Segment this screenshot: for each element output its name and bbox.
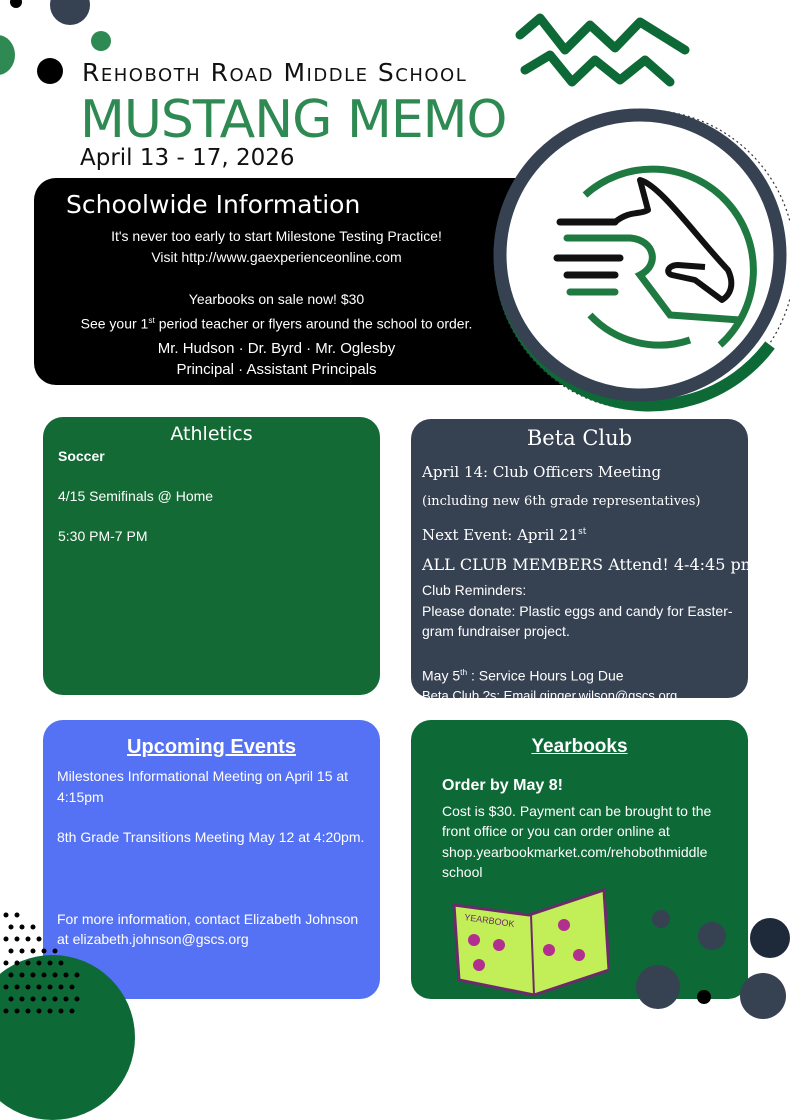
pattern-dot [70, 985, 75, 990]
beta-line: Club Reminders: [422, 582, 527, 598]
pattern-dot [4, 913, 9, 918]
pattern-dot [75, 997, 80, 1002]
order-deadline: Order by May 8! [442, 777, 563, 794]
school-name: Rehoboth Road Middle School [82, 58, 468, 87]
athletics-title: Athletics [170, 423, 253, 445]
beta-contact: Beta Club ?s: Email ginger.wilson@gscs.org [422, 687, 678, 703]
pattern-dot [48, 961, 53, 966]
beta-line: Next Event: April 21st [422, 526, 587, 544]
beta-club-card [411, 419, 756, 703]
pattern-dot [42, 949, 47, 954]
pattern-dot [4, 961, 9, 966]
info-line: Visit http://www.gaexperienceonline.com [151, 249, 402, 265]
mustang-logo [490, 95, 790, 420]
beta-line: May 5th : Service Hours Log Due [422, 666, 624, 684]
pattern-dot [15, 1009, 20, 1014]
zigzag-decoration [510, 10, 700, 95]
contact-info: For more information, contact Elizabeth Johnson at elizabeth.johnson@gscs.org [57, 910, 359, 947]
decor-dot [0, 35, 15, 75]
pattern-dot [31, 925, 36, 930]
info-line: Yearbooks on sale now! $30 [188, 291, 365, 307]
decor-dot [740, 973, 786, 1019]
newsletter-title: MUSTANG MEMO [80, 90, 507, 150]
pattern-dot [48, 1009, 53, 1014]
pattern-dot [15, 937, 20, 942]
beta-line: April 14: Club Officers Meeting [422, 463, 662, 481]
beta-line: Please donate: Plastic eggs and candy for Easter-gram fundraiser project. [422, 602, 733, 639]
dot-pattern [0, 910, 90, 1024]
pattern-dot [64, 997, 69, 1002]
beta-line: (including new 6th grade representatives) [422, 494, 701, 509]
pattern-dot [26, 937, 31, 942]
pattern-dot [48, 985, 53, 990]
pattern-dot [37, 937, 42, 942]
pattern-dot [37, 961, 42, 966]
pattern-dot [4, 937, 9, 942]
decor-dot [698, 922, 726, 950]
pattern-dot [20, 925, 25, 930]
pattern-dot [59, 1009, 64, 1014]
upcoming-title: Upcoming Events [127, 736, 296, 758]
decor-dot [750, 918, 790, 958]
event-item: Milestones Informational Meeting on April 15 at 4:15pm [57, 768, 349, 805]
athletics-card [43, 417, 380, 695]
pattern-dot [53, 997, 58, 1002]
pattern-dot [20, 949, 25, 954]
pattern-dot [37, 985, 42, 990]
decor-dot [50, 0, 90, 25]
pattern-dot [31, 997, 36, 1002]
pattern-dot [26, 985, 31, 990]
pattern-dot [15, 985, 20, 990]
pattern-dot [26, 961, 31, 966]
pattern-dot [59, 985, 64, 990]
decor-dot [37, 58, 63, 84]
yearbooks-card [411, 720, 748, 999]
info-line: It's never too early to start Milestone Testing Practice! [111, 228, 442, 244]
beta-club-title: Beta Club [526, 426, 633, 450]
pattern-dot [20, 997, 25, 1002]
game-time: 5:30 PM-7 PM [58, 528, 148, 544]
pattern-dot [53, 949, 58, 954]
pattern-dot [4, 1009, 9, 1014]
pattern-dot [31, 949, 36, 954]
decor-dot [91, 31, 111, 51]
admin-names: Mr. Hudson · Dr. Byrd · Mr. Oglesby [157, 339, 396, 357]
pattern-dot [9, 997, 14, 1002]
pattern-dot [37, 1009, 42, 1014]
pattern-dot [75, 973, 80, 978]
book-label: YEARBOOK [463, 912, 516, 930]
yearbook-details: Cost is $30. Payment can be brought to the front office or you can order online at shop.yearbookmarket.com/rehobothmiddle school [442, 802, 712, 880]
pattern-dot [31, 973, 36, 978]
decor-dot [10, 0, 22, 8]
pattern-dot [42, 997, 47, 1002]
decor-dot [652, 910, 670, 928]
schoolwide-title: Schoolwide Information [66, 190, 361, 219]
pattern-dot [26, 1009, 31, 1014]
beta-line: ALL CLUB MEMBERS Attend! 4-4:45 pm [422, 555, 756, 574]
pattern-dot [70, 1009, 75, 1014]
pattern-dot [9, 949, 14, 954]
pattern-dot [64, 973, 69, 978]
pattern-dot [15, 961, 20, 966]
date-range: April 13 - 17, 2026 [80, 145, 295, 171]
event-item: 8th Grade Transitions Meeting May 12 at 4:20pm. [57, 829, 365, 845]
pattern-dot [59, 961, 64, 966]
pattern-dot [9, 973, 14, 978]
yearbooks-title: Yearbooks [531, 736, 628, 757]
pattern-dot [9, 925, 14, 930]
info-line: See your 1st period teacher or flyers around the school to order. [80, 315, 473, 332]
upcoming-events-card [43, 720, 380, 999]
decor-dot [697, 990, 711, 1004]
pattern-dot [20, 973, 25, 978]
decor-dot [636, 965, 680, 1009]
admin-titles: Principal · Assistant Principals [176, 360, 377, 378]
game-event: 4/15 Semifinals @ Home [58, 488, 214, 504]
yearbook-illustration [449, 885, 609, 1000]
sport-name: Soccer [58, 448, 105, 464]
pattern-dot [4, 985, 9, 990]
pattern-dot [42, 973, 47, 978]
pattern-dot [15, 913, 20, 918]
pattern-dot [53, 973, 58, 978]
